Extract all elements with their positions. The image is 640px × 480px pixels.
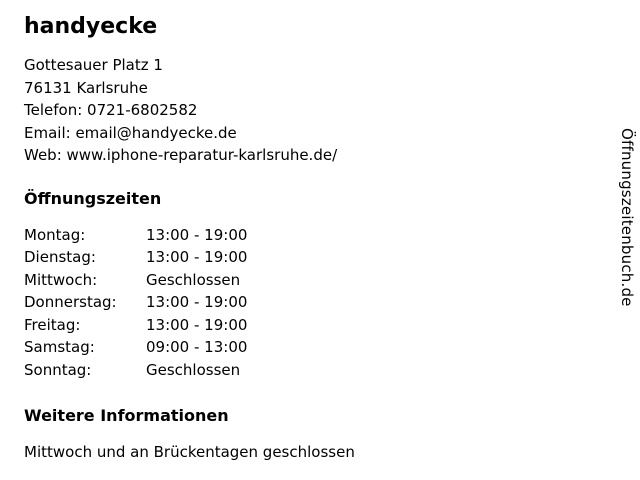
page-title: handyecke (24, 14, 158, 39)
watermark-label: Öffnungszeitenbuch.de (618, 128, 636, 307)
hours-time-value: Geschlossen (146, 270, 241, 289)
address-city: 76131 Karlsruhe (24, 78, 148, 97)
table-row (24, 359, 247, 382)
table-row (24, 246, 247, 269)
hours-day-label: Mittwoch: (24, 270, 98, 289)
hours-day-label: Samstag: (24, 338, 95, 356)
further-information-text: Mittwoch und an Brückentagen geschlossen (24, 443, 355, 461)
opening-hours-heading: Öffnungszeiten (24, 188, 162, 208)
hours-time-value: 13:00 - 19:00 (146, 225, 248, 244)
hours-day-label: Dienstag: (24, 248, 96, 266)
table-row (24, 291, 247, 314)
hours-time-value: 13:00 - 19:00 (146, 248, 248, 266)
phone-line: Telefon: 0721-6802582 (24, 101, 198, 119)
table-row (24, 269, 247, 292)
table-row (24, 314, 247, 337)
table-row (24, 336, 247, 359)
table-row (24, 224, 247, 247)
hours-day-label: Freitag: (24, 315, 81, 334)
website-line: Web: www.iphone-reparatur-karlsruhe.de/ (24, 146, 338, 164)
hours-day-label: Montag: (24, 225, 86, 244)
address-street: Gottesauer Platz 1 (24, 56, 163, 74)
hours-day-label: Donnerstag: (24, 293, 117, 311)
email-line: Email: email@handyecke.de (24, 123, 237, 142)
hours-day-label: Sonntag: (24, 360, 92, 379)
further-information-heading: Weitere Informationen (24, 406, 229, 425)
opening-hours-table (24, 224, 247, 382)
business-card (24, 8, 584, 463)
hours-time-value: 13:00 - 19:00 (146, 293, 248, 311)
hours-time-value: 09:00 - 13:00 (146, 338, 248, 356)
hours-time-value: Geschlossen (146, 360, 241, 379)
hours-time-value: 13:00 - 19:00 (146, 315, 248, 334)
address-block (24, 54, 584, 167)
